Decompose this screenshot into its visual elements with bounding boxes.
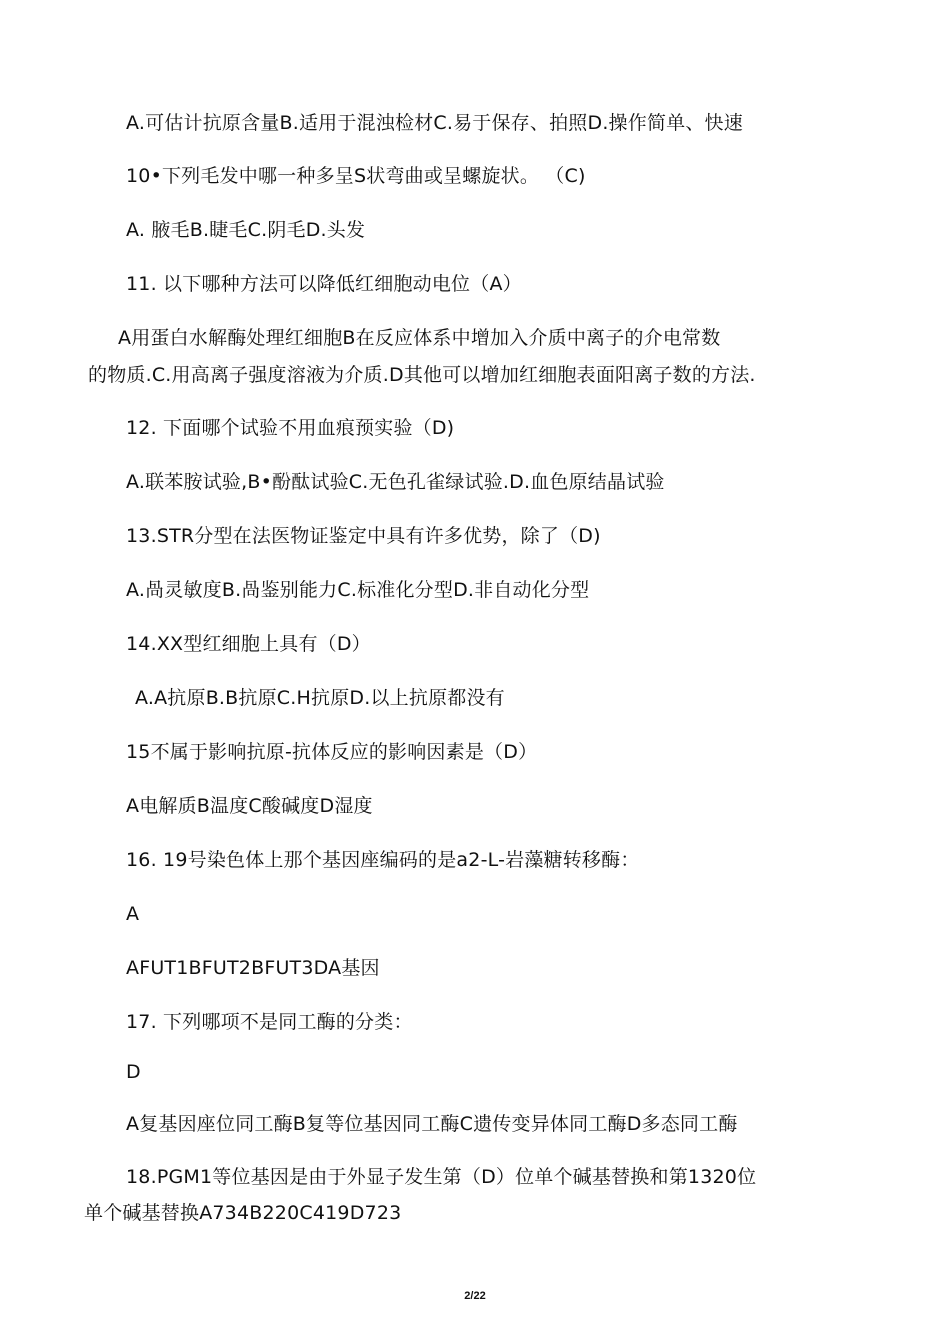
text-line-options-11-part1: A用蛋白水解酶处理红细胞B在反应体系中增加入介质中离子的介电常数 xyxy=(118,327,721,349)
text-line-answer-16: A xyxy=(126,903,140,925)
page-number: 2/22 xyxy=(464,1290,486,1302)
text-line-question-16: 16. 19号染色体上那个基因座编码的是a2-L-岩藻糖转移酶： xyxy=(126,849,640,871)
text-line-question-18-part2: 单个碱基替换A734B220C419D723 xyxy=(84,1202,402,1224)
text-line-question-11: 11. 以下哪种方法可以降低红细胞动电位（A） xyxy=(126,273,522,295)
text-line-question-17: 17. 下列哪项不是同工酶的分类： xyxy=(126,1011,413,1033)
text-line-options-10: A. 腋毛B.睫毛C.阴毛D.头发 xyxy=(126,219,366,241)
text-line-options-12: A.联苯胺试验,B•酚酞试验C.无色孔雀绿试验.D.血色原结晶试验 xyxy=(126,471,665,493)
text-line-options-16: AFUT1BFUT2BFUT3DA基因 xyxy=(126,957,380,979)
text-line-question-15: 15不属于影响抗原-抗体反应的影响因素是（D） xyxy=(126,741,538,763)
text-line-question-12: 12. 下面哪个试验不用血痕预实验（D) xyxy=(126,417,455,439)
text-line-question-14: 14.XX型红细胞上具有（D） xyxy=(126,633,371,655)
text-line-options-9: A.可估计抗原含量B.适用于混浊检材C.易于保存、拍照D.操作简单、快速 xyxy=(126,112,743,134)
text-line-options-15: A电解质B温度C酸碱度D湿度 xyxy=(126,795,373,817)
text-line-question-13: 13.STR分型在法医物证鉴定中具有许多优势，除了（D) xyxy=(126,525,601,547)
text-line-options-13: A.咼灵敏度B.咼鉴别能力C.标准化分型D.非自动化分型 xyxy=(126,579,590,601)
text-line-options-11-part2: 的物质.C.用高离子强度溶液为介质.D其他可以增加红细胞表面阳离子数的方法. xyxy=(88,364,756,386)
text-line-options-17: A复基因座位同工酶B复等位基因同工酶C遗传变异体同工酶D多态同工酶 xyxy=(126,1113,738,1135)
text-line-answer-17: D xyxy=(126,1061,141,1083)
text-line-options-14: A.A抗原B.B抗原C.H抗原D.以上抗原都没有 xyxy=(135,687,505,709)
text-line-question-10: 10•下列毛发中哪一种多呈S状弯曲或呈螺旋状。 （C) xyxy=(126,165,586,187)
text-line-question-18-part1: 18.PGM1等位基因是由于外显子发生第（D）位单个碱基替换和第1320位 xyxy=(126,1166,757,1188)
